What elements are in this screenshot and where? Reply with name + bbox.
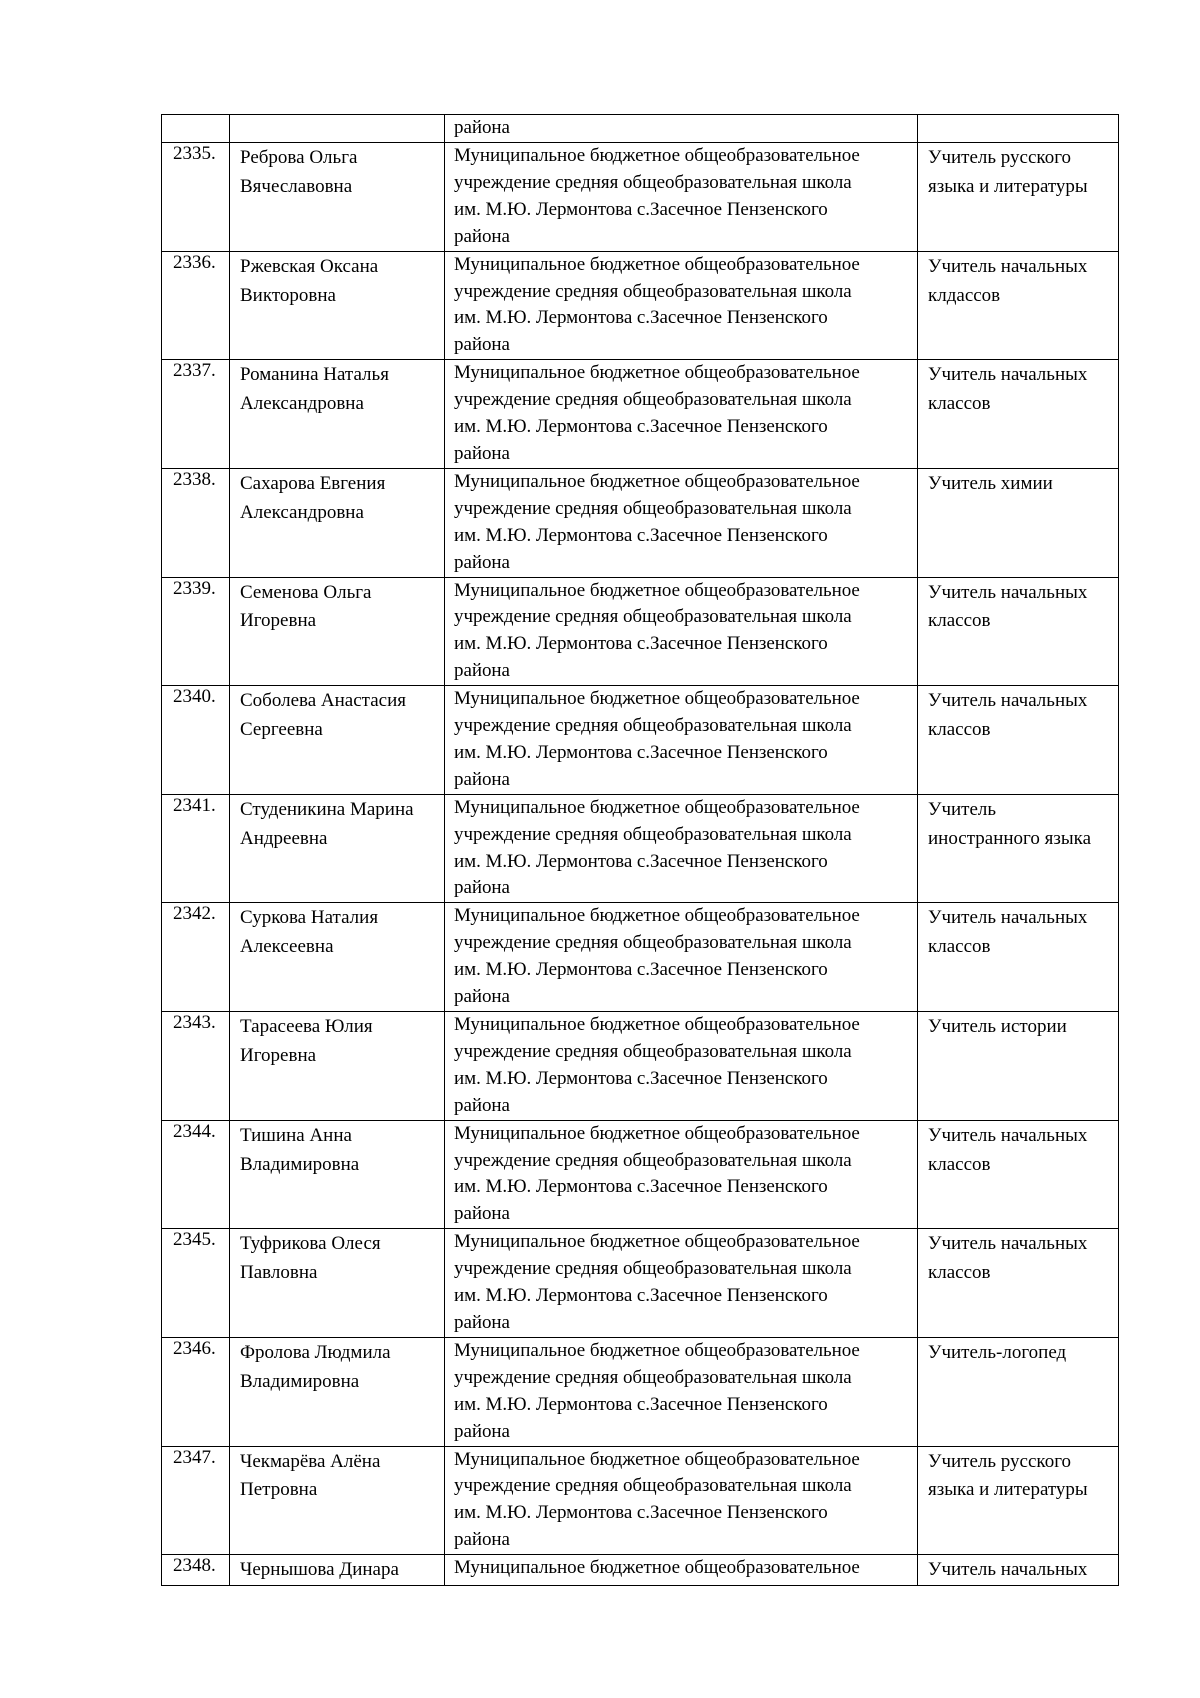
row-number-cell <box>162 903 230 1012</box>
name-cell-text <box>240 580 444 636</box>
organization-line: района <box>454 1529 510 1551</box>
name-cell <box>230 903 445 1012</box>
row-number: 2335. <box>173 143 216 164</box>
name-cell-text <box>240 688 444 744</box>
row-number: 2339. <box>173 577 216 599</box>
position-line: классов <box>928 1153 991 1175</box>
position-line: языка и литературы <box>928 175 1088 197</box>
row-number: 2338. <box>173 468 216 490</box>
organization-cell-text <box>454 1555 917 1582</box>
organization-line: района <box>454 1203 510 1225</box>
organization-cell <box>445 1229 918 1338</box>
organization-line: им. М.Ю. Лермонтова с.Засечное Пензенского <box>454 1176 828 1198</box>
organization-line: им. М.Ю. Лермонтова с.Засечное Пензенского <box>454 741 828 763</box>
name-cell-text <box>240 1340 444 1396</box>
organization-line: им. М.Ю. Лермонтова с.Засечное Пензенского <box>454 524 828 546</box>
organization-line: Муниципальное бюджетное общеобразовательное <box>454 1231 860 1253</box>
row-number-cell <box>162 1120 230 1229</box>
name-cell <box>230 1446 445 1555</box>
position-line: классов <box>928 719 991 741</box>
name-cell <box>230 468 445 577</box>
position-cell <box>918 903 1119 1012</box>
name-line: Андреевна <box>240 827 328 849</box>
organization-line: учреждение средняя общеобразовательная школа <box>454 389 852 411</box>
name-cell-text <box>240 1557 444 1584</box>
row-number-cell <box>162 1229 230 1338</box>
table-row <box>162 1555 1119 1586</box>
organization-line: района <box>454 334 510 356</box>
name-line: Сергеевна <box>240 719 323 741</box>
name-line: Вячеславовна <box>240 175 353 197</box>
organization-cell-text <box>454 795 917 903</box>
name-line: Сахарова Евгения <box>240 472 386 494</box>
position-cell-text <box>928 1340 1118 1367</box>
organization-cell <box>445 1446 918 1555</box>
position-line: классов <box>928 936 991 958</box>
organization-line: Муниципальное бюджетное общеобразовательное <box>454 253 860 275</box>
row-number-cell <box>162 468 230 577</box>
name-line: Тарасеева Юлия <box>240 1016 373 1037</box>
position-line: классов <box>928 393 991 415</box>
organization-line: им. М.Ю. Лермонтова с.Засечное Пензенского <box>454 959 828 981</box>
position-line: Учитель русского <box>928 147 1072 168</box>
position-line: Учитель истории <box>928 1016 1067 1037</box>
name-line: Ржевская Оксана <box>240 255 379 277</box>
position-cell-text <box>928 1123 1118 1179</box>
row-number-cell <box>162 577 230 686</box>
position-cell <box>918 1446 1119 1555</box>
row-number: 2343. <box>173 1012 216 1033</box>
position-cell-text <box>928 905 1118 961</box>
name-line: Игоревна <box>240 1044 317 1066</box>
position-cell-text <box>928 145 1118 201</box>
organization-line: им. М.Ю. Лермонтова с.Засечное Пензенского <box>454 1502 828 1524</box>
position-line: Учитель начальных <box>928 255 1088 277</box>
organization-line: района <box>454 768 510 790</box>
organization-cell-text <box>454 143 917 251</box>
name-line: Игоревна <box>240 610 317 632</box>
organization-line: района <box>454 551 510 573</box>
organization-line: им. М.Ю. Лермонтова с.Засечное Пензенского <box>454 198 828 220</box>
name-line: Владимировна <box>240 1153 360 1175</box>
name-cell-text <box>240 1123 444 1179</box>
name-cell <box>230 115 445 143</box>
name-cell <box>230 1337 445 1446</box>
row-number: 2346. <box>173 1337 216 1359</box>
name-line: Соболева Анастасия <box>240 690 406 712</box>
name-cell <box>230 1555 445 1586</box>
position-cell <box>918 143 1119 252</box>
organization-cell <box>445 686 918 795</box>
organization-line: учреждение средняя общеобразовательная школа <box>454 606 852 628</box>
organization-line: им. М.Ю. Лермонтова с.Засечное Пензенского <box>454 1393 828 1415</box>
name-line: Павловна <box>240 1262 318 1284</box>
row-number: 2340. <box>173 686 216 708</box>
organization-line: района <box>454 1094 510 1116</box>
position-cell <box>918 251 1119 360</box>
table-row <box>162 794 1119 903</box>
organization-cell-text <box>454 686 917 794</box>
row-number-cell <box>162 143 230 252</box>
table-row <box>162 1229 1119 1338</box>
position-line: языка и литературы <box>928 1479 1088 1501</box>
position-cell <box>918 360 1119 469</box>
organization-cell-text <box>454 360 917 468</box>
row-number: 2336. <box>173 251 216 273</box>
name-line: Суркова Наталия <box>240 907 379 929</box>
position-cell-text <box>928 1557 1118 1584</box>
staff-table <box>161 114 1119 1586</box>
table-row <box>162 468 1119 577</box>
table-row <box>162 686 1119 795</box>
organization-line: района <box>454 1420 510 1442</box>
position-line: Учитель начальных <box>928 581 1088 603</box>
organization-line: Муниципальное бюджетное общеобразовательное <box>454 1339 860 1361</box>
name-line: Реброва Ольга <box>240 147 358 168</box>
name-line: Александровна <box>240 501 364 523</box>
organization-cell <box>445 143 918 252</box>
table-row <box>162 360 1119 469</box>
organization-cell-text <box>454 903 917 1011</box>
organization-line: района <box>454 1311 510 1333</box>
organization-cell <box>445 1337 918 1446</box>
row-number-cell <box>162 360 230 469</box>
organization-line: им. М.Ю. Лермонтова с.Засечное Пензенского <box>454 633 828 655</box>
position-line: Учитель химии <box>928 472 1053 494</box>
position-cell-text <box>928 688 1118 744</box>
position-line: Учитель начальных <box>928 1233 1088 1255</box>
organization-cell <box>445 360 918 469</box>
organization-line: им. М.Ю. Лермонтова с.Засечное Пензенского <box>454 1067 828 1089</box>
name-line: Романина Наталья <box>240 364 389 386</box>
organization-line: им. М.Ю. Лермонтова с.Засечное Пензенского <box>454 307 828 329</box>
organization-line: учреждение средняя общеобразовательная школа <box>454 1475 852 1497</box>
organization-line: учреждение средняя общеобразовательная школа <box>454 497 852 519</box>
name-line: Семенова Ольга <box>240 581 372 603</box>
name-line: Петровна <box>240 1479 318 1501</box>
name-cell <box>230 1229 445 1338</box>
name-line: Викторовна <box>240 284 336 306</box>
position-line: Учитель начальных <box>928 1124 1088 1146</box>
organization-line: Муниципальное бюджетное общеобразовательное <box>454 796 860 818</box>
position-line: Учитель начальных <box>928 1559 1088 1581</box>
name-cell-text <box>240 1231 444 1287</box>
position-line: Учитель-логопед <box>928 1341 1067 1363</box>
position-line: Учитель начальных <box>928 364 1088 386</box>
organization-line: Муниципальное бюджетное общеобразовательное <box>454 145 860 166</box>
organization-line: Муниципальное бюджетное общеобразовательное <box>454 470 860 492</box>
name-line: Туфрикова Олеся <box>240 1233 381 1255</box>
name-line: Чернышова Динара <box>240 1559 399 1581</box>
row-number: 2341. <box>173 794 216 816</box>
name-line: Владимировна <box>240 1370 360 1392</box>
organization-line: учреждение средняя общеобразовательная школа <box>454 1366 852 1388</box>
organization-cell-text <box>454 1338 917 1446</box>
name-cell <box>230 1012 445 1121</box>
organization-line: учреждение средняя общеобразовательная школа <box>454 171 852 193</box>
organization-line: района <box>454 117 510 138</box>
organization-cell <box>445 903 918 1012</box>
position-cell <box>918 1555 1119 1586</box>
organization-line: им. М.Ю. Лермонтова с.Засечное Пензенского <box>454 850 828 872</box>
organization-line: учреждение средняя общеобразовательная школа <box>454 1149 852 1171</box>
name-line: Чекмарёва Алёна <box>240 1450 381 1472</box>
organization-cell-text <box>454 469 917 577</box>
organization-line: им. М.Ю. Лермонтова с.Засечное Пензенского <box>454 416 828 438</box>
organization-line: Муниципальное бюджетное общеобразовательное <box>454 688 860 710</box>
organization-line: Муниципальное бюджетное общеобразовательное <box>454 1557 860 1579</box>
organization-cell-text <box>454 578 917 686</box>
name-cell <box>230 251 445 360</box>
name-line: Тишина Анна <box>240 1124 352 1146</box>
name-cell-text <box>240 471 444 527</box>
organization-line: учреждение средняя общеобразовательная школа <box>454 823 852 845</box>
row-number-cell <box>162 794 230 903</box>
name-cell-text <box>240 1014 444 1070</box>
name-cell <box>230 577 445 686</box>
table-row <box>162 251 1119 360</box>
row-number: 2345. <box>173 1229 216 1251</box>
position-cell-text <box>928 797 1118 853</box>
position-cell-text <box>928 471 1118 498</box>
row-number: 2337. <box>173 360 216 382</box>
organization-line: Муниципальное бюджетное общеобразовательное <box>454 362 860 384</box>
organization-line: учреждение средняя общеобразовательная школа <box>454 280 852 302</box>
organization-cell <box>445 1120 918 1229</box>
position-cell <box>918 686 1119 795</box>
organization-cell <box>445 1012 918 1121</box>
table-row <box>162 1446 1119 1555</box>
row-number-cell <box>162 1555 230 1586</box>
table-row-continuation <box>162 115 1119 143</box>
name-cell <box>230 143 445 252</box>
position-line: Учитель начальных <box>928 690 1088 712</box>
organization-cell-text <box>454 1121 917 1229</box>
position-line: клдассов <box>928 284 1001 306</box>
table-row <box>162 577 1119 686</box>
row-number-cell <box>162 1446 230 1555</box>
name-cell-text <box>240 1449 444 1505</box>
position-cell-text <box>928 1449 1118 1505</box>
table-row <box>162 1120 1119 1229</box>
organization-cell <box>445 115 918 143</box>
organization-cell <box>445 577 918 686</box>
row-number: 2342. <box>173 903 216 925</box>
organization-line: Муниципальное бюджетное общеобразовательное <box>454 905 860 927</box>
organization-cell <box>445 468 918 577</box>
position-cell-text <box>928 580 1118 636</box>
organization-line: района <box>454 225 510 247</box>
position-cell-text <box>928 1014 1118 1041</box>
name-cell <box>230 1120 445 1229</box>
position-cell <box>918 794 1119 903</box>
organization-line: им. М.Ю. Лермонтова с.Засечное Пензенского <box>454 1285 828 1307</box>
organization-line: учреждение средняя общеобразовательная школа <box>454 1040 852 1062</box>
position-cell <box>918 1337 1119 1446</box>
name-cell <box>230 794 445 903</box>
staff-table-body <box>162 115 1119 1586</box>
position-cell <box>918 115 1119 143</box>
organization-line: Муниципальное бюджетное общеобразовательное <box>454 579 860 601</box>
row-number-cell <box>162 1012 230 1121</box>
name-cell-text <box>240 905 444 961</box>
position-cell <box>918 1229 1119 1338</box>
organization-cell-text <box>454 1229 917 1337</box>
name-line: Студеникина Марина <box>240 798 414 820</box>
position-line: Учитель начальных <box>928 907 1088 929</box>
organization-cell <box>445 251 918 360</box>
position-cell <box>918 468 1119 577</box>
organization-cell-text <box>454 1012 917 1120</box>
position-cell-text <box>928 254 1118 310</box>
organization-line: района <box>454 877 510 899</box>
table-row <box>162 143 1119 252</box>
name-cell <box>230 686 445 795</box>
organization-line: района <box>454 986 510 1008</box>
position-line: классов <box>928 610 991 632</box>
position-line: Учитель русского <box>928 1450 1072 1472</box>
organization-line: района <box>454 442 510 464</box>
name-line: Алексеевна <box>240 936 334 958</box>
row-number: 2344. <box>173 1120 216 1142</box>
organization-cell-text <box>454 1447 917 1555</box>
table-row <box>162 903 1119 1012</box>
table-row <box>162 1337 1119 1446</box>
name-cell-text <box>240 362 444 418</box>
organization-line: Муниципальное бюджетное общеобразовательное <box>454 1122 860 1144</box>
organization-line: учреждение средняя общеобразовательная школа <box>454 932 852 954</box>
row-number-cell <box>162 115 230 143</box>
name-line: Фролова Людмила <box>240 1341 391 1363</box>
position-line: иностранного языка <box>928 827 1092 849</box>
row-number-cell <box>162 686 230 795</box>
position-cell-text <box>928 1231 1118 1287</box>
name-line: Александровна <box>240 393 364 415</box>
row-number-cell <box>162 1337 230 1446</box>
organization-cell <box>445 794 918 903</box>
organization-line: района <box>454 660 510 682</box>
row-number: 2348. <box>173 1555 216 1577</box>
name-cell <box>230 360 445 469</box>
position-line: классов <box>928 1262 991 1284</box>
organization-line: Муниципальное бюджетное общеобразовательное <box>454 1014 860 1035</box>
position-line: Учитель <box>928 798 997 820</box>
table-row <box>162 1012 1119 1121</box>
name-cell-text <box>240 797 444 853</box>
row-number: 2347. <box>173 1446 216 1468</box>
organization-line: учреждение средняя общеобразовательная школа <box>454 715 852 737</box>
organization-cell <box>445 1555 918 1586</box>
name-cell-text <box>240 145 444 201</box>
position-cell <box>918 577 1119 686</box>
position-cell-text <box>928 362 1118 418</box>
organization-line: учреждение средняя общеобразовательная школа <box>454 1258 852 1280</box>
name-cell-text <box>240 254 444 310</box>
position-cell <box>918 1120 1119 1229</box>
row-number-cell <box>162 251 230 360</box>
organization-line: Муниципальное бюджетное общеобразовательное <box>454 1448 860 1470</box>
organization-cell-text <box>454 252 917 360</box>
position-cell <box>918 1012 1119 1121</box>
